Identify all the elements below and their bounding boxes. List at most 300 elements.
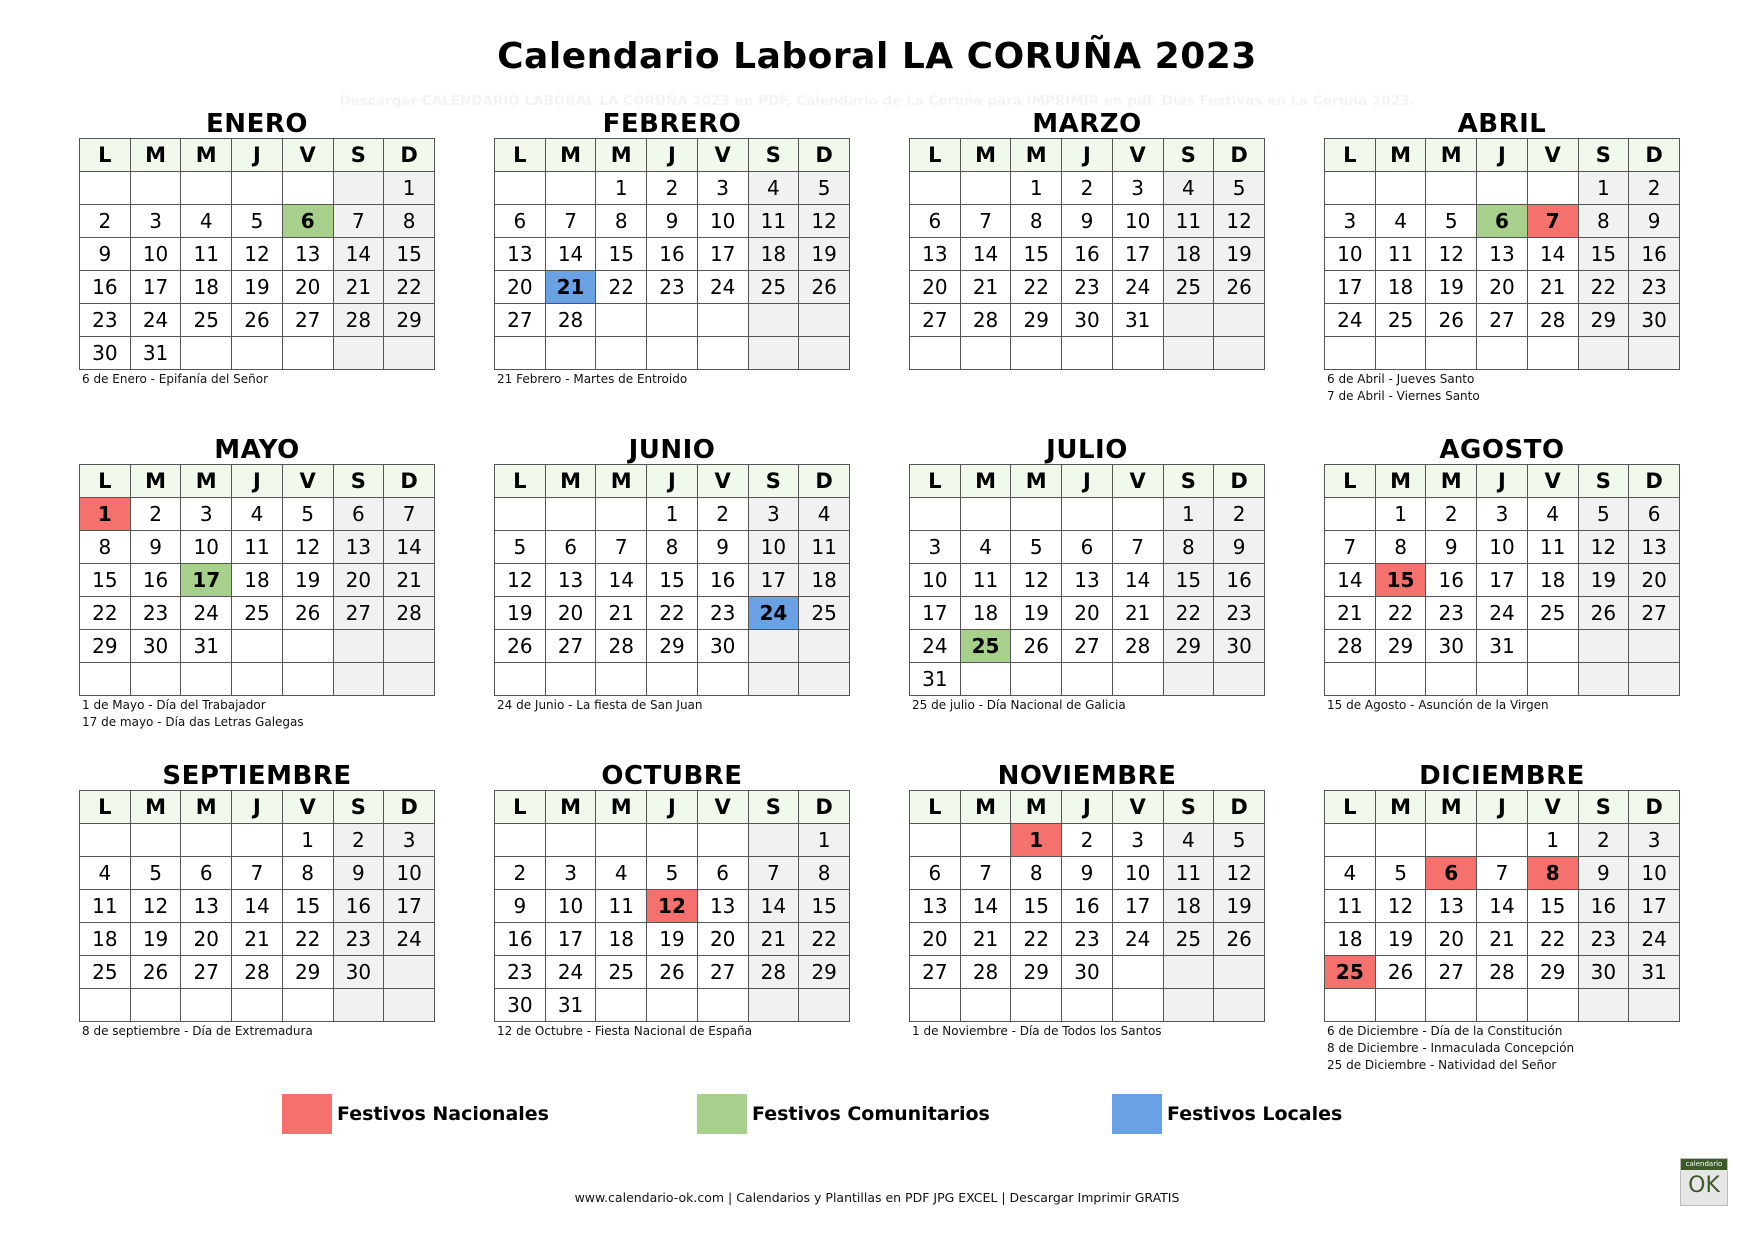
- weekday-header: M: [181, 139, 232, 172]
- day-cell: 18: [1527, 564, 1578, 597]
- empty-day-cell: [1163, 663, 1214, 696]
- empty-day-cell: [181, 824, 232, 857]
- day-cell: 6: [910, 857, 961, 890]
- day-cell: 30: [495, 989, 546, 1022]
- empty-day-cell: [1426, 824, 1477, 857]
- day-cell: 9: [1426, 531, 1477, 564]
- empty-day-cell: [80, 824, 131, 857]
- day-cell: 8: [1011, 205, 1062, 238]
- day-cell: 22: [80, 597, 131, 630]
- weekday-header: S: [333, 791, 384, 824]
- day-cell: 17: [1112, 238, 1163, 271]
- week-row: [910, 531, 1265, 564]
- day-cell: 7: [1325, 531, 1376, 564]
- holiday-notes: [909, 1023, 1265, 1040]
- legend-swatch-nacionales: [282, 1094, 332, 1134]
- day-cell: 19: [1426, 271, 1477, 304]
- day-cell: 26: [282, 597, 333, 630]
- empty-day-cell: [545, 663, 596, 696]
- empty-day-cell: [1375, 337, 1426, 370]
- day-cell: 18: [80, 923, 131, 956]
- day-cell: 29: [384, 304, 435, 337]
- day-cell: 17: [748, 564, 799, 597]
- holiday-day-cell: 6: [1426, 857, 1477, 890]
- week-row: [910, 890, 1265, 923]
- day-cell: 27: [545, 630, 596, 663]
- week-row: [910, 923, 1265, 956]
- weekday-header: L: [910, 791, 961, 824]
- day-cell: 28: [232, 956, 283, 989]
- weekday-header: L: [1325, 465, 1376, 498]
- week-row: [1325, 663, 1680, 696]
- day-cell: 24: [181, 597, 232, 630]
- holiday-day-cell: 6: [282, 205, 333, 238]
- day-cell: 25: [596, 956, 647, 989]
- day-cell: 6: [545, 531, 596, 564]
- day-cell: 15: [384, 238, 435, 271]
- day-cell: 13: [545, 564, 596, 597]
- day-cell: 5: [1011, 531, 1062, 564]
- day-cell: 8: [80, 531, 131, 564]
- day-cell: 30: [1578, 956, 1629, 989]
- week-row: [910, 824, 1265, 857]
- empty-day-cell: [181, 663, 232, 696]
- holiday-note: 21 Febrero - Martes de Entroido: [497, 372, 688, 386]
- empty-day-cell: [1214, 956, 1265, 989]
- day-cell: 24: [1629, 923, 1680, 956]
- month-table: [79, 790, 435, 1022]
- empty-day-cell: [80, 663, 131, 696]
- day-cell: 11: [80, 890, 131, 923]
- weekday-header: S: [748, 791, 799, 824]
- empty-day-cell: [799, 337, 850, 370]
- day-cell: 9: [1062, 205, 1113, 238]
- holiday-notes: [1324, 697, 1680, 714]
- empty-day-cell: [748, 630, 799, 663]
- day-cell: 2: [647, 172, 698, 205]
- empty-day-cell: [1325, 172, 1376, 205]
- empty-day-cell: [960, 337, 1011, 370]
- empty-day-cell: [799, 630, 850, 663]
- day-cell: 22: [799, 923, 850, 956]
- day-cell: 3: [1325, 205, 1376, 238]
- empty-day-cell: [282, 630, 333, 663]
- month-name: ENERO: [206, 109, 308, 139]
- week-row: [80, 857, 435, 890]
- day-cell: 9: [495, 890, 546, 923]
- weekday-header: J: [1062, 139, 1113, 172]
- week-row: [910, 597, 1265, 630]
- week-row: [910, 630, 1265, 663]
- day-cell: 11: [960, 564, 1011, 597]
- holiday-notes: [79, 371, 435, 388]
- month-table: [494, 790, 850, 1022]
- weekday-header-row: [80, 139, 435, 172]
- day-cell: 19: [282, 564, 333, 597]
- empty-day-cell: [748, 663, 799, 696]
- day-cell: 10: [1629, 857, 1680, 890]
- weekday-header: M: [1375, 139, 1426, 172]
- month-table: [494, 464, 850, 696]
- week-row: [80, 597, 435, 630]
- day-cell: 31: [1112, 304, 1163, 337]
- weekday-header-row: [910, 139, 1265, 172]
- empty-day-cell: [647, 337, 698, 370]
- empty-day-cell: [647, 989, 698, 1022]
- holiday-note: 8 de septiembre - Día de Extremadura: [82, 1024, 313, 1038]
- day-cell: 20: [333, 564, 384, 597]
- day-cell: 14: [545, 238, 596, 271]
- month-name: JULIO: [1046, 435, 1128, 465]
- weekday-header: D: [1629, 791, 1680, 824]
- day-cell: 23: [495, 956, 546, 989]
- day-cell: 31: [130, 337, 181, 370]
- day-cell: 26: [495, 630, 546, 663]
- day-cell: 1: [282, 824, 333, 857]
- day-cell: 12: [1375, 890, 1426, 923]
- day-cell: 23: [130, 597, 181, 630]
- page-title: Calendario Laboral LA CORUÑA 2023: [497, 36, 1257, 77]
- footer-text[interactable]: www.calendario-ok.com | Calendarios y Plantillas en PDF JPG EXCEL | Descargar Imprimir GRATIS: [574, 1190, 1180, 1205]
- day-cell: 23: [333, 923, 384, 956]
- day-cell: 24: [1112, 923, 1163, 956]
- day-cell: 17: [1477, 564, 1528, 597]
- day-cell: 2: [1629, 172, 1680, 205]
- empty-day-cell: [910, 989, 961, 1022]
- holiday-note: 25 de Diciembre - Natividad del Señor: [1327, 1058, 1557, 1072]
- month-diciembre: [1324, 761, 1680, 1074]
- weekday-header: S: [1163, 791, 1214, 824]
- month-octubre: [494, 761, 850, 1040]
- week-row: [80, 989, 435, 1022]
- empty-day-cell: [1629, 663, 1680, 696]
- day-cell: 26: [1375, 956, 1426, 989]
- weekday-header: L: [1325, 791, 1376, 824]
- day-cell: 22: [1011, 271, 1062, 304]
- day-cell: 24: [130, 304, 181, 337]
- day-cell: 8: [282, 857, 333, 890]
- day-cell: 19: [1011, 597, 1062, 630]
- empty-day-cell: [1112, 956, 1163, 989]
- weekday-header: M: [130, 791, 181, 824]
- day-cell: 22: [1011, 923, 1062, 956]
- weekday-header: S: [1163, 139, 1214, 172]
- day-cell: 18: [1375, 271, 1426, 304]
- day-cell: 4: [1325, 857, 1376, 890]
- day-cell: 3: [384, 824, 435, 857]
- week-row: [495, 172, 850, 205]
- empty-day-cell: [232, 663, 283, 696]
- holiday-day-cell: 21: [545, 271, 596, 304]
- day-cell: 2: [495, 857, 546, 890]
- day-cell: 31: [1629, 956, 1680, 989]
- day-cell: 9: [130, 531, 181, 564]
- empty-day-cell: [799, 663, 850, 696]
- day-cell: 28: [333, 304, 384, 337]
- empty-day-cell: [232, 630, 283, 663]
- empty-day-cell: [80, 989, 131, 1022]
- day-cell: 21: [1112, 597, 1163, 630]
- week-row: [1325, 923, 1680, 956]
- week-row: [910, 564, 1265, 597]
- week-row: [1325, 205, 1680, 238]
- day-cell: 29: [282, 956, 333, 989]
- empty-day-cell: [333, 337, 384, 370]
- empty-day-cell: [181, 989, 232, 1022]
- weekday-header: S: [748, 139, 799, 172]
- day-cell: 26: [1011, 630, 1062, 663]
- day-cell: 14: [384, 531, 435, 564]
- day-cell: 26: [1426, 304, 1477, 337]
- week-row: [495, 630, 850, 663]
- day-cell: 14: [1112, 564, 1163, 597]
- day-cell: 7: [596, 531, 647, 564]
- day-cell: 26: [1578, 597, 1629, 630]
- empty-day-cell: [1214, 304, 1265, 337]
- holiday-notes: [494, 371, 850, 388]
- day-cell: 9: [647, 205, 698, 238]
- day-cell: 23: [1426, 597, 1477, 630]
- day-cell: 23: [647, 271, 698, 304]
- day-cell: 14: [748, 890, 799, 923]
- empty-day-cell: [1163, 956, 1214, 989]
- day-cell: 9: [333, 857, 384, 890]
- weekday-header: D: [799, 791, 850, 824]
- day-cell: 18: [748, 238, 799, 271]
- day-cell: 11: [1163, 857, 1214, 890]
- weekday-header: D: [1214, 465, 1265, 498]
- weekday-header: M: [545, 465, 596, 498]
- day-cell: 1: [1011, 172, 1062, 205]
- day-cell: 29: [1011, 304, 1062, 337]
- holiday-note: 24 de Junio - La fiesta de San Juan: [497, 698, 703, 712]
- day-cell: 15: [80, 564, 131, 597]
- weekday-header: M: [181, 791, 232, 824]
- empty-day-cell: [1477, 172, 1528, 205]
- month-name: JUNIO: [628, 435, 716, 465]
- day-cell: 1: [1527, 824, 1578, 857]
- day-cell: 19: [495, 597, 546, 630]
- weekday-header-row: [1325, 465, 1680, 498]
- day-cell: 20: [910, 271, 961, 304]
- weekday-header: J: [1062, 465, 1113, 498]
- day-cell: 3: [1629, 824, 1680, 857]
- day-cell: 3: [1477, 498, 1528, 531]
- day-cell: 15: [1578, 238, 1629, 271]
- day-cell: 1: [384, 172, 435, 205]
- holiday-note: 25 de julio - Día Nacional de Galicia: [912, 698, 1126, 712]
- week-row: [1325, 857, 1680, 890]
- day-cell: 29: [647, 630, 698, 663]
- day-cell: 15: [1527, 890, 1578, 923]
- day-cell: 6: [495, 205, 546, 238]
- empty-day-cell: [1112, 989, 1163, 1022]
- empty-day-cell: [333, 172, 384, 205]
- week-row: [1325, 564, 1680, 597]
- day-cell: 18: [232, 564, 283, 597]
- day-cell: 26: [232, 304, 283, 337]
- month-enero: [79, 109, 435, 388]
- day-cell: 5: [282, 498, 333, 531]
- month-table: [1324, 464, 1680, 696]
- empty-day-cell: [1527, 989, 1578, 1022]
- day-cell: 12: [1011, 564, 1062, 597]
- day-cell: 29: [80, 630, 131, 663]
- holiday-day-cell: 1: [80, 498, 131, 531]
- day-cell: 28: [960, 304, 1011, 337]
- day-cell: 25: [80, 956, 131, 989]
- month-table: [909, 464, 1265, 696]
- weekday-header: M: [545, 139, 596, 172]
- empty-day-cell: [1011, 337, 1062, 370]
- day-cell: 17: [1629, 890, 1680, 923]
- empty-day-cell: [130, 663, 181, 696]
- weekday-header: M: [1011, 791, 1062, 824]
- empty-day-cell: [1426, 172, 1477, 205]
- day-cell: 4: [799, 498, 850, 531]
- empty-day-cell: [596, 824, 647, 857]
- day-cell: 5: [1214, 824, 1265, 857]
- day-cell: 21: [1527, 271, 1578, 304]
- empty-day-cell: [910, 337, 961, 370]
- day-cell: 13: [1426, 890, 1477, 923]
- day-cell: 22: [1527, 923, 1578, 956]
- empty-day-cell: [384, 630, 435, 663]
- day-cell: 10: [545, 890, 596, 923]
- weekday-header: D: [1214, 791, 1265, 824]
- day-cell: 26: [799, 271, 850, 304]
- week-row: [495, 663, 850, 696]
- week-row: [910, 172, 1265, 205]
- day-cell: 10: [130, 238, 181, 271]
- day-cell: 10: [748, 531, 799, 564]
- week-row: [910, 498, 1265, 531]
- day-cell: 26: [130, 956, 181, 989]
- day-cell: 18: [596, 923, 647, 956]
- week-row: [910, 663, 1265, 696]
- weekday-header: M: [130, 139, 181, 172]
- day-cell: 24: [1112, 271, 1163, 304]
- empty-day-cell: [181, 337, 232, 370]
- day-cell: 26: [647, 956, 698, 989]
- holiday-note: 6 de Abril - Jueves Santo: [1327, 372, 1475, 386]
- day-cell: 16: [647, 238, 698, 271]
- day-cell: 15: [647, 564, 698, 597]
- month-table: [79, 138, 435, 370]
- week-row: [910, 271, 1265, 304]
- empty-day-cell: [596, 663, 647, 696]
- empty-day-cell: [596, 304, 647, 337]
- day-cell: 30: [130, 630, 181, 663]
- day-cell: 2: [80, 205, 131, 238]
- day-cell: 5: [495, 531, 546, 564]
- day-cell: 2: [1062, 172, 1113, 205]
- week-row: [495, 564, 850, 597]
- holiday-day-cell: 17: [181, 564, 232, 597]
- day-cell: 3: [748, 498, 799, 531]
- empty-day-cell: [1112, 337, 1163, 370]
- day-cell: 28: [748, 956, 799, 989]
- weekday-header: J: [1477, 465, 1528, 498]
- empty-day-cell: [1477, 663, 1528, 696]
- empty-day-cell: [910, 498, 961, 531]
- day-cell: 26: [1214, 923, 1265, 956]
- month-noviembre: [909, 761, 1265, 1040]
- empty-day-cell: [697, 663, 748, 696]
- site-logo[interactable]: [1680, 1158, 1728, 1206]
- holiday-note: 6 de Enero - Epifanía del Señor: [82, 372, 269, 386]
- day-cell: 5: [232, 205, 283, 238]
- month-name: OCTUBRE: [601, 761, 743, 791]
- month-table: [1324, 790, 1680, 1022]
- week-row: [910, 205, 1265, 238]
- holiday-note: 12 de Octubre - Fiesta Nacional de España: [497, 1024, 753, 1038]
- weekday-header: V: [1112, 139, 1163, 172]
- day-cell: 4: [1163, 824, 1214, 857]
- day-cell: 23: [1062, 923, 1113, 956]
- weekday-header: J: [1477, 791, 1528, 824]
- day-cell: 10: [384, 857, 435, 890]
- day-cell: 17: [130, 271, 181, 304]
- day-cell: 22: [282, 923, 333, 956]
- day-cell: 24: [697, 271, 748, 304]
- day-cell: 6: [333, 498, 384, 531]
- holiday-day-cell: 25: [1325, 956, 1376, 989]
- empty-day-cell: [384, 956, 435, 989]
- empty-day-cell: [799, 989, 850, 1022]
- weekday-header: L: [495, 465, 546, 498]
- weekday-header: V: [697, 791, 748, 824]
- day-cell: 17: [1112, 890, 1163, 923]
- day-cell: 10: [910, 564, 961, 597]
- holiday-notes: [79, 697, 435, 731]
- day-cell: 31: [910, 663, 961, 696]
- weekday-header: S: [333, 465, 384, 498]
- day-cell: 1: [1163, 498, 1214, 531]
- weekday-header: J: [1062, 791, 1113, 824]
- month-septiembre: [79, 761, 435, 1040]
- month-table: [909, 790, 1265, 1022]
- day-cell: 13: [333, 531, 384, 564]
- weekday-header-row: [80, 465, 435, 498]
- day-cell: 9: [1214, 531, 1265, 564]
- day-cell: 27: [1629, 597, 1680, 630]
- empty-day-cell: [748, 989, 799, 1022]
- empty-day-cell: [748, 304, 799, 337]
- day-cell: 3: [1112, 824, 1163, 857]
- weekday-header: V: [1527, 465, 1578, 498]
- empty-day-cell: [1062, 337, 1113, 370]
- day-cell: 27: [181, 956, 232, 989]
- day-cell: 5: [647, 857, 698, 890]
- day-cell: 31: [545, 989, 596, 1022]
- day-cell: 7: [384, 498, 435, 531]
- day-cell: 31: [181, 630, 232, 663]
- week-row: [80, 337, 435, 370]
- day-cell: 25: [799, 597, 850, 630]
- day-cell: 11: [748, 205, 799, 238]
- day-cell: 22: [647, 597, 698, 630]
- day-cell: 4: [232, 498, 283, 531]
- empty-day-cell: [596, 989, 647, 1022]
- holiday-day-cell: 12: [647, 890, 698, 923]
- holiday-day-cell: 7: [1527, 205, 1578, 238]
- month-name: NOVIEMBRE: [997, 761, 1177, 791]
- day-cell: 19: [1214, 238, 1265, 271]
- empty-day-cell: [1477, 824, 1528, 857]
- weekday-header-row: [80, 791, 435, 824]
- empty-day-cell: [1375, 663, 1426, 696]
